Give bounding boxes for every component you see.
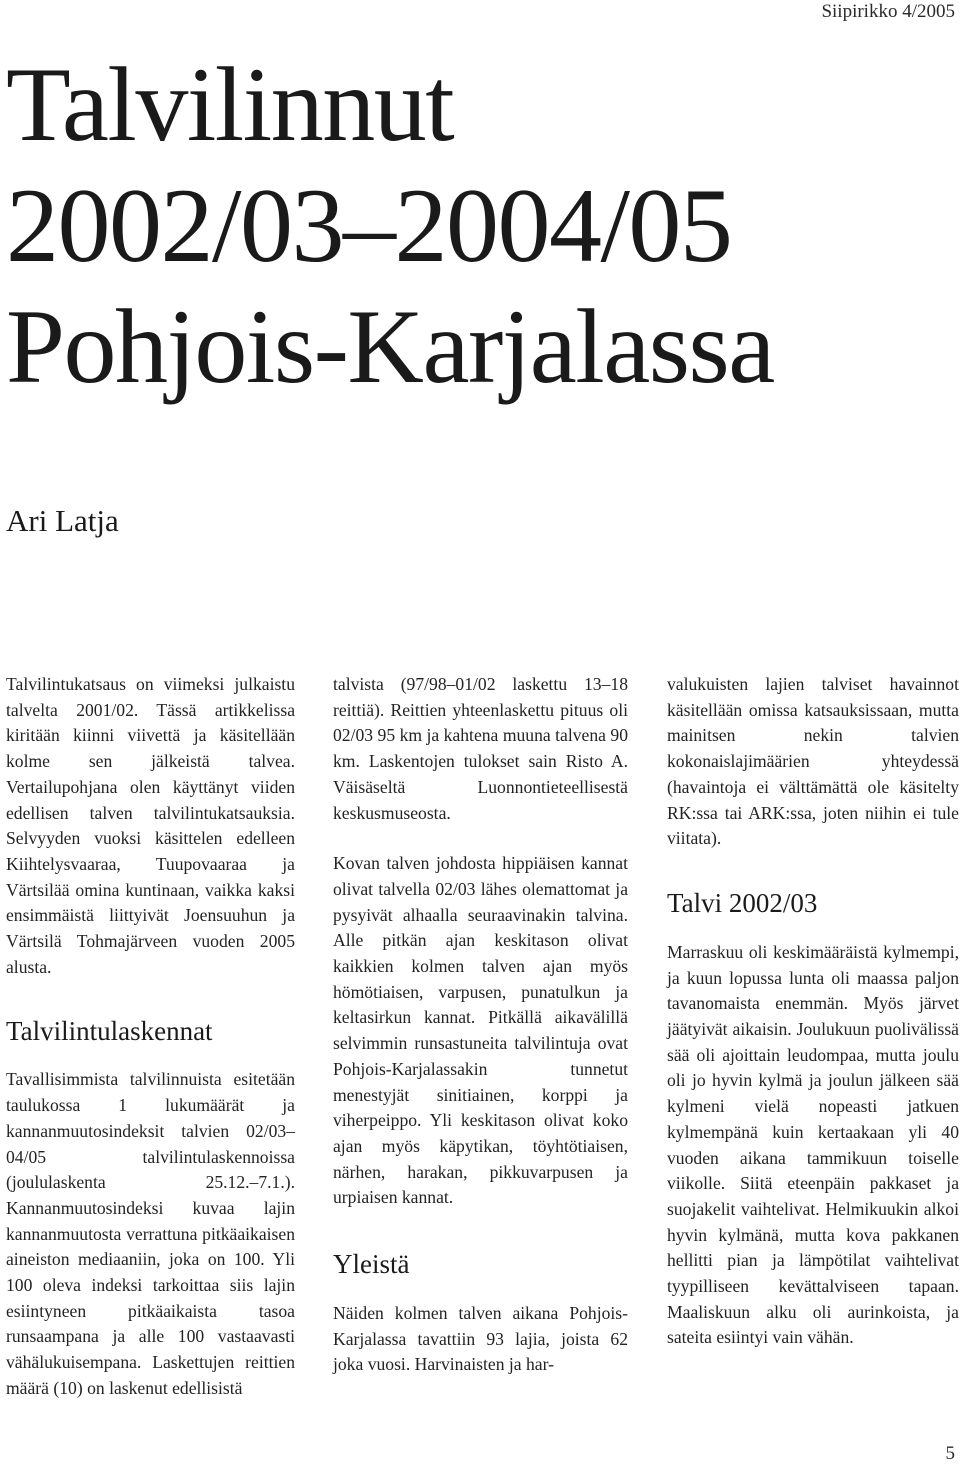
text-column-1	[6, 672, 295, 1402]
title-line-2: 2002/03–2004/05	[6, 167, 732, 284]
author-byline: Ari Latja	[6, 503, 119, 538]
intro-paragraph: Talvilintukatsaus on viimeksi julkaistu talvelta 2001/02. Tässä artikkelissa kiritään kiinni viivettä ja käsitellään kolme sen jälkeistä talvea. Vertailupohjana olen käyttänyt viiden edellisen talven talvilintukatsauksia. Selvyyden vuoksi käsittelen edelleen Kiihtelysvaaraa, Tuupovaaraa ja Värtsilää omina kuntinaan, vaikka kaksi ensimmäistä liittyivät Joensuuhun ja Värtsilä Tohmajärveen vuoden 2005 alusta.	[6, 674, 295, 977]
title-line-3: Pohjois-Karjalassa	[6, 288, 774, 405]
section-heading-talvilintulaskennat: Talvilintulaskennat	[6, 1016, 213, 1047]
article-title	[6, 44, 774, 407]
section2-paragraph-part1: Näiden kolmen talven aikana Pohjois-Karjalassa tavattiin 93 lajia, joista 62 joka vuosi. Harvinaisten ja har-	[333, 1303, 628, 1375]
section1-paragraph-part1: Tavallisimmista talvilinnuista esitetään taulukossa 1 lukumäärät ja kannanmuutosindeksit talvien 02/03–04/05 talvilintulaskennoissa (joululaskenta 25.12.–7.1.). Kannanmuutosindeksi kuvaa lajin kannanmuutosta verrattuna pitkäaikaisen aineiston mediaaniin, joka on 100. Yli 100 oleva indeksi tarkoittaa siis lajin esiintyneen pitkäaikaista tasoa runsaampana ja alle 100 vastaavasti vähälukuisempana. Laskettujen reittien määrä (10) on laskenut edellisistä	[6, 1069, 295, 1398]
section1-paragraph-part2: talvista (97/98–01/02 laskettu 13–18 reittiä). Reittien yhteenlaskettu pituus oli 02/03 95 km ja kahtena muuna talvena 90 km. Laskentojen tulokset sain Risto A. Väisäseltä Luonnontieteellisestä keskusmuseosta.	[333, 674, 628, 823]
text-column-3	[667, 672, 959, 1351]
section-heading-yleista: Yleistä	[333, 1249, 410, 1280]
section-heading-talvi-2002-03: Talvi 2002/03	[667, 887, 818, 918]
page-number: 5	[945, 1443, 955, 1464]
title-line-1: Talvilinnut	[6, 46, 454, 163]
text-column-2	[333, 672, 628, 1378]
section1-paragraph-2: Kovan talven johdosta hippiäisen kannat olivat talvella 02/03 lähes olemattomat ja pysyivät alhaalla seuraavinakin talvina. Alle pitkän ajan keskitason olivat kaikkien kolmen talven ajan myös hömötiaisen, varpusen, punatulkun ja keltasirkun kannat. Pitkällä aikavälillä selvimmin runsastuneita talvilintuja ovat Pohjois-Karjalassakin tunnetut menestyjät sinitiainen, korppi ja viherpeippo. Yli keskitason olivat koko ajan myös käpytikan, töyhtötiaisen, närhen, harakan, pikkuvarpusen ja urpiaisen kannat.	[333, 853, 628, 1208]
section2-paragraph-part2: valukuisten lajien talviset havainnot käsitellään omissa katsauksissaan, mutta mainitsen nekin talvien kokonaislajimäärien yhteydessä (havaintoja ei välttämättä ole käsitelty RK:ssa tai ARK:ssa, joten niihin ei tule viitata).	[667, 674, 959, 849]
section3-paragraph: Marraskuu oli keskimääräistä kylmempi, ja kuun lopussa lunta oli maassa paljon tavanomaista enemmän. Myös järvet jäätyivät aikaisin. Joulukuun puolivälissä sää oli ajoittain leudompaa, mutta joulu oli jo hyvin kylmä ja joulun jälkeen sää kylmeni vielä nopeasti jatkuen kylmempänä kuin kertaakaan yli 40 vuoden aikana tammikuun toiselle viikolle. Siitä eteenpäin pakkaset ja suojakelit vaihtelivat. Helmikuukin alkoi hyvin kylmänä, mutta kova pakkanen hellitti pian ja lämpötilat vaihtelivat tyypilliseen kevättalviseen tapaan. Maaliskuun alku oli aurinkoista, ja sateita esiintyi vain vähän.	[667, 941, 959, 1348]
running-head: Siipirikko 4/2005	[821, 1, 955, 22]
